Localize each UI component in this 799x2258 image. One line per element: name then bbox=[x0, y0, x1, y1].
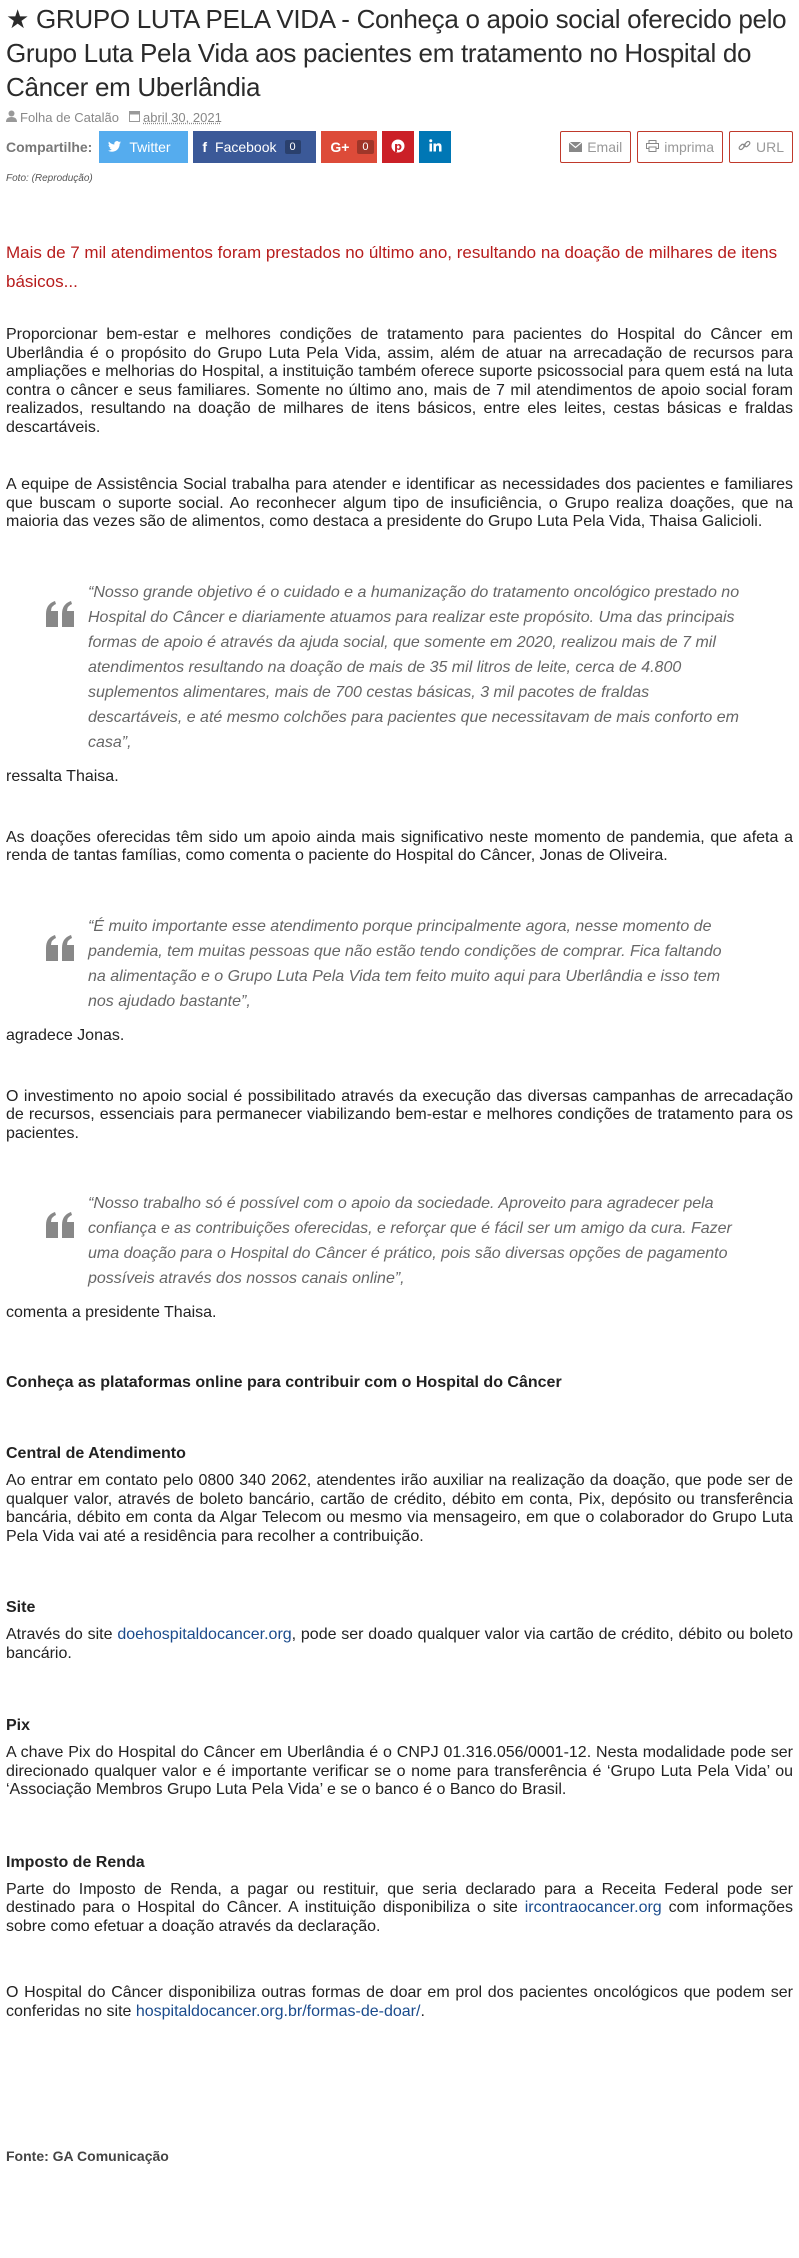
text: . bbox=[420, 2002, 425, 2020]
article-lead: Mais de 7 mil atendimentos foram prestados no último ano, resultando na doação de milhares de itens básicos... bbox=[6, 243, 778, 291]
email-label: Email bbox=[587, 139, 623, 155]
quote-text: “Nosso grande objetivo é o cuidado e a humanização do tratamento oncológico prestado no Hospital do Câncer e diariamente atuamos para realizar este propósito. Uma das principais formas de apoio é através da ajuda social, que somente em 2020, realizou mais de 7 mil atendimentos resultando na doação de mais de 35 mil litros de leite, cerca de 4.800 suplementos alimentares, mais de 700 cestas básicas, 3 mil pacotes de fraldas descartáveis, e até mesmo colchões para pacientes que necessitavam de mais conforto em casa”, bbox=[88, 583, 740, 751]
link-ircontraocancer[interactable]: ircontraocancer.org bbox=[524, 1899, 662, 1916]
twitter-label: Twitter bbox=[129, 139, 171, 155]
text: , pode ser doado qualquer valor via cartão de crédito, débito ou boleto bancário. bbox=[6, 1626, 793, 1662]
twitter-icon bbox=[108, 139, 121, 155]
gplus-share-button[interactable] bbox=[321, 131, 377, 163]
calendar-icon bbox=[129, 110, 140, 125]
quote-text: “Nosso trabalho só é possível com o apoio da sociedade. Aproveito para agradecer pela confiança e as contribuições oferecidas, e reforçar que é fácil ser um amigo da cura. Fazer uma doação para o Hospital do Câncer é prático, pois são diversas opções de pagamento possíveis através dos nossos canais online”, bbox=[88, 1195, 732, 1287]
url-button[interactable] bbox=[729, 131, 793, 163]
quote-attribution: agradece Jonas. bbox=[6, 1026, 125, 1044]
article-title bbox=[6, 0, 793, 104]
quote-icon bbox=[46, 1193, 76, 1243]
paragraph-2: A equipe de Assistência Social trabalha para atender e identificar as necessidades dos pacientes e familiares que buscam o suporte social. Ao reconhecer algum tipo de insuficiência, o Grupo realiza doações, que na maioria das vezes são de alimentos, como destaca a presidente do Grupo Luta Pela Vida, Thaisa Galicioli. bbox=[6, 476, 793, 530]
quote-thaisa-1 bbox=[6, 580, 793, 755]
utility-buttons bbox=[560, 131, 793, 163]
link-icon bbox=[738, 139, 751, 155]
quote-text: “É muito importante esse atendimento porque principalmente agora, nesse momento de pandemia, tem muitas pessoas que não estão tendo condições de comprar. Fica faltando na alimentação e o Grupo Luta Pela Vida tem feito muito aqui para Uberlândia e isso tem nos ajudado bastante”, bbox=[88, 917, 722, 1010]
heading-pix: Pix bbox=[6, 1717, 31, 1734]
paragraph-central: Ao entrar em contato pelo 0800 340 2062, atendentes irão auxiliar na realização da doação, que pode ser de qualquer valor, através de boleto bancário, cartão de crédito, débito em conta, Pix, depósito ou transferência bancária, débito em conta da Algar Telecom ou mesmo via mensageiro, em que o colaborador do Grupo Luta Pela Vida vai até a residência para recolher a contribuição. bbox=[6, 1472, 793, 1545]
author-name: Folha de Catalão bbox=[20, 110, 120, 125]
link-formas-de-doar[interactable]: hospitaldocancer.org.br/formas-de-doar/ bbox=[135, 2002, 421, 2020]
quote-attribution: comenta a presidente Thaisa. bbox=[6, 1304, 217, 1321]
print-label: imprima bbox=[664, 139, 714, 155]
print-button[interactable] bbox=[637, 131, 723, 163]
gplus-count: 0 bbox=[357, 140, 373, 154]
paragraph-1: Proporcionar bem-estar e melhores condições de tratamento para pacientes do Hospital do Câncer em Uberlândia é o propósito do Grupo Luta Pela Vida, assim, além de atuar na arrecadação de recursos para ampliações e melhorias do Hospital, a instituição também oferece suporte psicossocial para quem está na luta contra o câncer e seus familiares. Somente no último ano, mais de 7 mil atendimentos de apoio social foram realizados, resultando na doação de milhares de itens básicos, entre eles leites, cestas básicas e fraldas descartáveis. bbox=[6, 326, 793, 436]
heading-imposto-renda: Imposto de Renda bbox=[6, 1853, 145, 1871]
date-text: abril 30, 2021 bbox=[143, 110, 222, 125]
article-meta bbox=[6, 110, 793, 125]
linkedin-icon bbox=[429, 139, 442, 155]
facebook-icon: f bbox=[202, 139, 208, 155]
text: com informações sobre como efetuar a doação através da declaração. bbox=[6, 1899, 794, 1935]
paragraph-pix: A chave Pix do Hospital do Câncer em Uberlândia é o CNPJ 01.316.056/0001-12. Nesta modalidade pode ser direcionado qualquer valor e é importante verificar se o nome para transferência é ‘Grupo Luta Pela Vida’ ou ‘Associação Membros Grupo Luta Pela Vida’ e se o banco é o Banco do Brasil. bbox=[6, 1744, 793, 1798]
gplus-icon: G+ bbox=[330, 139, 350, 155]
share-bar bbox=[6, 131, 793, 163]
facebook-share-button[interactable] bbox=[193, 131, 316, 163]
heading-central: Central de Atendimento bbox=[6, 1445, 186, 1462]
share-label: Compartilhe: bbox=[6, 139, 93, 155]
publish-date bbox=[129, 110, 222, 125]
pinterest-share-button[interactable] bbox=[382, 131, 414, 163]
paragraph-final bbox=[6, 1984, 793, 2021]
paragraph-4: O investimento no apoio social é possibilitado através da execução das diversas campanhas de arrecadação de recursos, essenciais para permanecer viabilizando bem-estar e melhores condições de tratamento para os pacientes. bbox=[6, 1087, 793, 1142]
linkedin-share-button[interactable] bbox=[419, 131, 451, 163]
quote-icon bbox=[46, 582, 76, 632]
pinterest-icon bbox=[391, 139, 405, 156]
print-icon bbox=[646, 140, 659, 155]
link-doehospitaldocancer[interactable]: doehospitaldocancer.org bbox=[117, 1626, 292, 1643]
svg-text:p: p bbox=[394, 139, 403, 153]
text: Parte do Imposto de Renda, a pagar ou restituir, que seria declarado para a Receita Federal pode ser destinado para o Hospital do Câncer. A instituição disponibiliza o site bbox=[6, 1880, 793, 1916]
article-source: Fonte: GA Comunicação bbox=[6, 2148, 169, 2164]
paragraph-site bbox=[6, 1626, 793, 1663]
quote-icon bbox=[46, 916, 76, 966]
heading-site: Site bbox=[6, 1599, 36, 1616]
twitter-share-button[interactable] bbox=[99, 131, 188, 163]
quote-thaisa-2 bbox=[6, 1191, 793, 1291]
text: O Hospital do Câncer disponibiliza outras formas de doar em prol dos pacientes oncológicos que podem ser conferidas no site bbox=[6, 1984, 793, 2020]
quote-jonas bbox=[6, 914, 793, 1014]
heading-platforms: Conheça as plataformas online para contribuir com o Hospital do Câncer bbox=[6, 1374, 562, 1391]
quote-attribution: ressalta Thaisa. bbox=[6, 767, 119, 785]
author[interactable] bbox=[6, 110, 119, 125]
text: Através do site bbox=[6, 1626, 118, 1643]
star-icon: ★ bbox=[6, 4, 30, 34]
title-text: GRUPO LUTA PELA VIDA - Conheça o apoio social oferecido pelo Grupo Luta Pela Vida aos pacientes em tratamento no Hospital do Câncer em Uberlândia bbox=[6, 4, 787, 102]
email-button[interactable] bbox=[560, 131, 631, 163]
paragraph-imposto-renda bbox=[6, 1881, 793, 1937]
envelope-icon bbox=[569, 140, 582, 155]
share-buttons bbox=[6, 131, 451, 163]
photo-caption: Foto: (Reprodução) bbox=[6, 173, 93, 184]
facebook-label: Facebook bbox=[215, 139, 277, 155]
url-label: URL bbox=[755, 139, 784, 155]
paragraph-3: As doações oferecidas têm sido um apoio ainda mais significativo neste momento de pandemia, que afeta a renda de tantas famílias, como comenta o paciente do Hospital do Câncer, Jonas de Oliveira. bbox=[6, 828, 793, 864]
facebook-count: 0 bbox=[285, 140, 301, 154]
user-icon bbox=[6, 110, 17, 125]
